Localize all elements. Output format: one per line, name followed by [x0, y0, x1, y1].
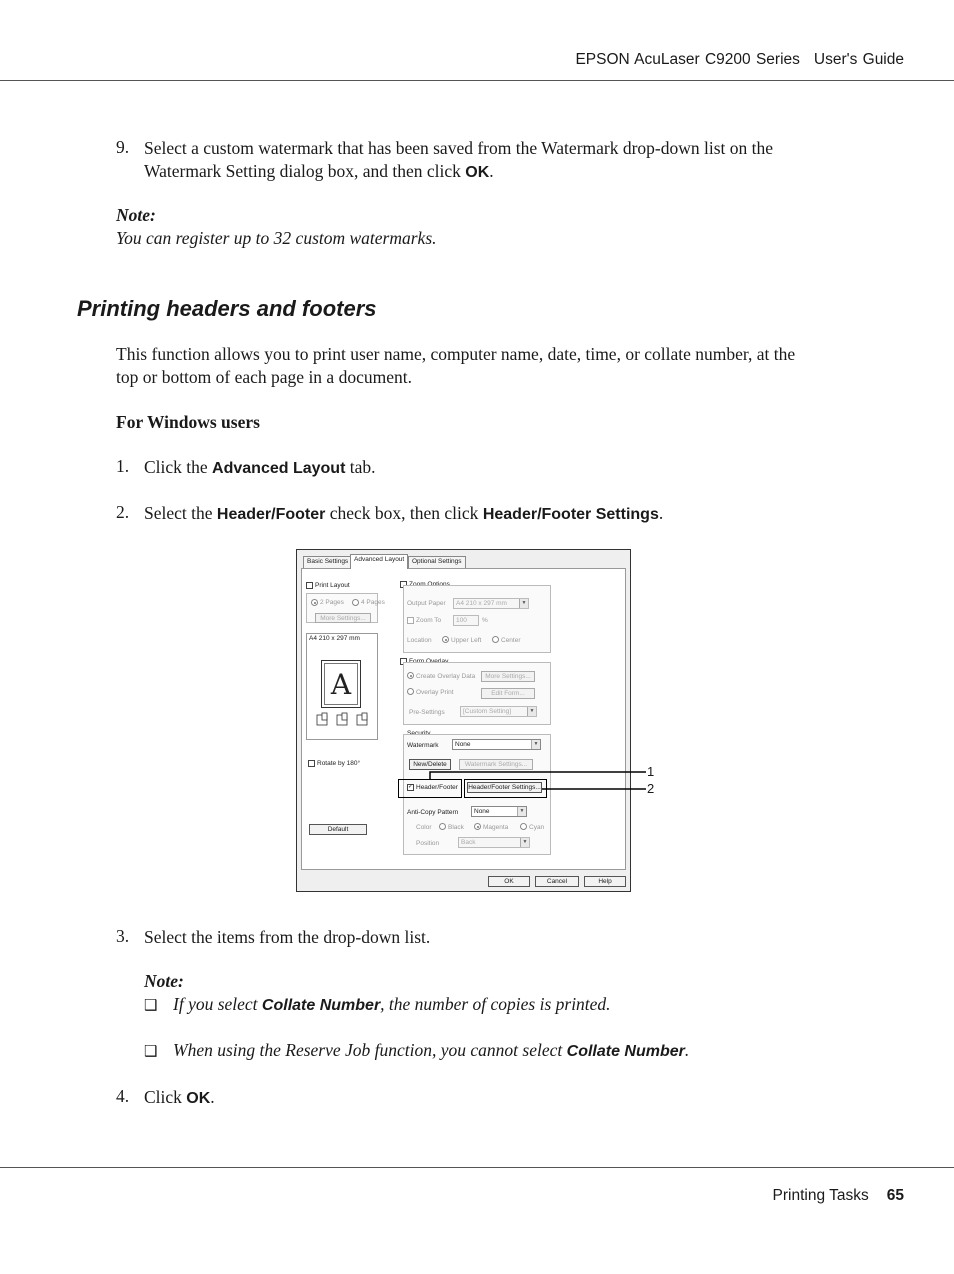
watermark-settings-button[interactable]: Watermark Settings... — [459, 759, 533, 770]
callout-number-1: 1 — [647, 764, 655, 779]
page-number: 65 — [886, 1187, 904, 1204]
black-label: Black — [448, 824, 464, 831]
section-title: Printing headers and footers — [77, 296, 377, 321]
step-2-text: Select the Header/Footer check box, then click Header/Footer Settings. — [144, 503, 664, 523]
running-footer — [773, 1187, 904, 1205]
step-9-number: 9. — [116, 137, 130, 157]
cyan-label: Cyan — [529, 824, 545, 831]
chevron-down-icon: ▼ — [531, 740, 540, 749]
chevron-down-icon: ▼ — [517, 807, 526, 816]
position-label: Position — [416, 840, 440, 847]
overlay-print-label: Overlay Print — [416, 689, 454, 696]
label-4-pages: 4 Pages — [361, 599, 385, 606]
zoom-value-input[interactable]: 100 — [453, 615, 479, 626]
running-header — [575, 51, 904, 69]
radio-2-pages[interactable] — [311, 599, 318, 606]
print-layout-more-settings-button[interactable]: More Settings... — [315, 613, 371, 623]
note-2-bullet-2: When using the Reserve Job function, you cannot select Collate Number. — [173, 1040, 690, 1060]
rotate-180-label: Rotate by 180° — [317, 760, 361, 767]
preview-letter: A — [324, 663, 358, 705]
anti-copy-select[interactable]: None ▼ — [471, 806, 527, 817]
upper-left-label: Upper Left — [451, 637, 482, 644]
watermark-select[interactable]: None ▼ — [452, 739, 541, 750]
chevron-down-icon: ▼ — [519, 599, 528, 608]
note-1-heading: Note: — [116, 205, 156, 225]
note-2-heading: Note: — [144, 971, 184, 991]
bullet-box-icon: ❑ — [144, 996, 158, 1014]
header-footer-checkbox[interactable]: ✓ — [408, 784, 414, 790]
preview-paper-size: A4 210 x 297 mm — [309, 635, 360, 642]
subheading-windows: For Windows users — [116, 412, 260, 432]
default-button[interactable]: Default — [309, 824, 367, 835]
print-layout-checkbox[interactable] — [306, 582, 313, 589]
advanced-layout-dialog — [296, 549, 631, 892]
preview-page — [321, 660, 361, 708]
tab-optional-settings[interactable]: Optional Settings — [408, 556, 466, 568]
section-intro — [116, 343, 906, 389]
step-4-text: Click OK. — [144, 1087, 215, 1107]
zoom-to-checkbox[interactable] — [407, 617, 414, 624]
watermark-label: Watermark — [407, 742, 439, 749]
create-overlay-label: Create Overlay Data — [416, 673, 476, 680]
chevron-down-icon: ▼ — [527, 707, 536, 716]
note-1-text: You can register up to 32 custom watermarks. — [116, 228, 437, 248]
pre-settings-label: Pre-Settings — [409, 709, 445, 716]
radio-overlay-print[interactable] — [407, 688, 414, 695]
radio-4-pages[interactable] — [352, 599, 359, 606]
advanced-layout-panel — [301, 568, 626, 870]
step-1-number: 1. — [116, 456, 130, 476]
cancel-button[interactable]: Cancel — [535, 876, 579, 887]
anti-copy-label: Anti-Copy Pattern — [407, 809, 459, 816]
label-2-pages: 2 Pages — [320, 599, 344, 606]
chevron-down-icon: ▼ — [520, 838, 529, 847]
radio-upper-left[interactable] — [442, 636, 449, 643]
step-9-line-2: Watermark Setting dialog box, and then click OK. — [144, 161, 494, 181]
tab-basic-settings[interactable]: Basic Settings — [303, 556, 352, 568]
step-4-number: 4. — [116, 1086, 130, 1106]
location-label: Location — [407, 637, 432, 644]
radio-magenta[interactable] — [474, 823, 481, 830]
section-intro-line-1: This function allows you to print user name, computer name, date, time, or collate number, at the — [116, 344, 796, 364]
radio-create-overlay[interactable] — [407, 672, 414, 679]
header-rule — [0, 80, 954, 81]
footer-section: Printing Tasks — [772, 1187, 869, 1204]
radio-black[interactable] — [439, 823, 446, 830]
radio-cyan[interactable] — [520, 823, 527, 830]
help-button[interactable]: Help — [584, 876, 626, 887]
rotate-180-checkbox[interactable] — [308, 760, 315, 767]
edit-form-button[interactable]: Edit Form... — [481, 688, 535, 699]
step-1-text: Click the Advanced Layout tab. — [144, 457, 376, 477]
center-label: Center — [501, 637, 521, 644]
overlay-more-settings-button[interactable]: More Settings... — [481, 671, 535, 682]
header-guide: User's Guide — [813, 51, 904, 68]
pre-settings-select[interactable]: [Custom Setting] ▼ — [460, 706, 537, 717]
header-footer-settings-button[interactable]: Header/Footer Settings... — [468, 784, 541, 791]
step-9-text — [144, 137, 904, 184]
ok-button[interactable]: OK — [488, 876, 530, 887]
orientation-icons — [316, 712, 370, 726]
header-footer-label: Header/Footer — [416, 784, 458, 791]
callout-leader-lines — [420, 760, 660, 800]
header-product: EPSON AcuLaser C9200 Series — [575, 51, 800, 68]
tab-advanced-layout[interactable]: Advanced Layout — [350, 554, 408, 569]
zoom-to-label: Zoom To — [416, 617, 442, 624]
zoom-unit-label: % — [482, 617, 488, 624]
section-intro-line-2: top or bottom of each page in a document. — [116, 367, 412, 387]
step-3-text: Select the items from the drop-down list. — [144, 927, 431, 947]
color-label: Color — [416, 824, 432, 831]
new-delete-button[interactable]: New/Delete — [409, 759, 451, 770]
output-paper-select[interactable]: A4 210 x 297 mm ▼ — [453, 598, 529, 609]
magenta-label: Magenta — [483, 824, 509, 831]
note-2-bullet-1: If you select Collate Number, the number of copies is printed. — [173, 994, 611, 1014]
position-select[interactable]: Back ▼ — [458, 837, 530, 848]
output-paper-label: Output Paper — [407, 600, 446, 607]
print-layout-label: Print Layout — [315, 582, 350, 589]
step-3-number: 3. — [116, 926, 130, 946]
radio-center[interactable] — [492, 636, 499, 643]
bullet-box-icon: ❑ — [144, 1042, 158, 1060]
footer-rule — [0, 1167, 954, 1168]
callout-number-2: 2 — [647, 781, 655, 796]
step-2-number: 2. — [116, 502, 130, 522]
step-9-line-1: Select a custom watermark that has been saved from the Watermark drop-down list on the — [144, 138, 774, 158]
